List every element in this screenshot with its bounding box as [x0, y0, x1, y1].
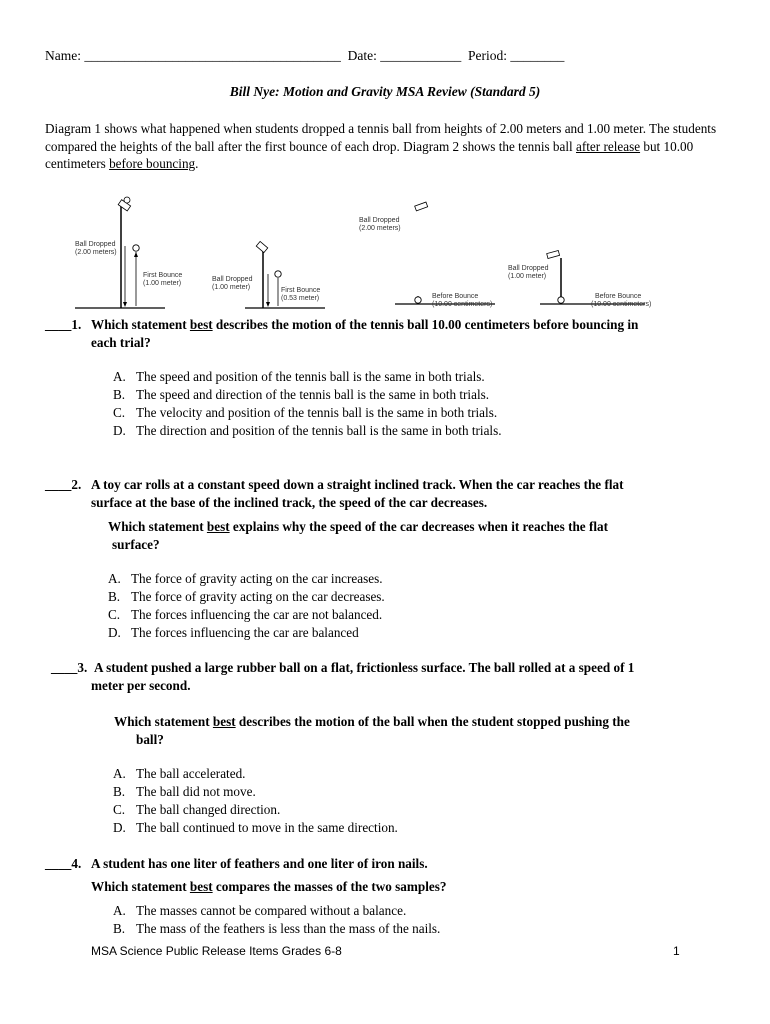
svg-text:Before Bounce: Before Bounce — [432, 293, 479, 300]
diagram1-trial-1m — [212, 241, 325, 308]
answer-blank: ____2. — [45, 477, 82, 492]
question-3-prompt: Which statement best describes the motion of the ball when the student stopped pushing the ball? — [114, 714, 630, 747]
svg-text:(0.53 meter): (0.53 meter) — [281, 295, 320, 302]
question-stem: Which statement best describes the motion of the tennis ball 10.00 centimeters before bouncing in — [91, 317, 639, 332]
option-a: A. The masses cannot be compared without a balance. — [113, 903, 407, 918]
option-b: B. The speed and direction of the tennis ball is the same in both trials. — [113, 387, 490, 402]
diagram2-trial-2m — [359, 202, 495, 308]
option-a: A. The speed and position of the tennis ball is the same in both trials. — [113, 369, 485, 384]
svg-text:Ball Dropped: Ball Dropped — [359, 217, 400, 224]
option-b: B. The mass of the feathers is less than the mass of the nails. — [113, 921, 441, 936]
question-1 — [45, 316, 735, 356]
option-d: D. The ball continued to move in the same direction. — [113, 820, 398, 835]
svg-text:(1.00 meter): (1.00 meter) — [143, 280, 182, 287]
question-stem-cont: surface at the base of the inclined track, the speed of the car decreases. — [91, 495, 488, 510]
option-d: D. The forces influencing the car are balanced — [108, 625, 359, 640]
page-number: 1 — [673, 944, 680, 958]
svg-text:(10.00 centimeters): (10.00 centimeters) — [591, 301, 652, 308]
question-2-prompt: Which statement best explains why the speed of the car decreases when it reaches the flat surface? — [108, 519, 608, 552]
intro-paragraph: Diagram 1 shows what happened when students dropped a tennis ball from heights of 2.00 meters and 1.00 meter. The students compared the heights of the ball after the first bounce of each drop. Diagram 2 shows the tennis ball after release but 10.00 centimeters before bouncing. — [45, 121, 717, 171]
answer-blank: ____4. — [45, 856, 82, 871]
answer-blank: ____1. — [45, 317, 82, 332]
ball-icon — [133, 245, 139, 251]
question-3 — [51, 659, 741, 699]
question-4 — [45, 855, 735, 875]
question-4-options — [113, 902, 713, 938]
option-b: B. The force of gravity acting on the car decreases. — [108, 589, 385, 604]
question-2 — [45, 476, 735, 516]
question-stem: A toy car rolls at a constant speed down a straight inclined track. When the car reaches the flat — [91, 477, 624, 492]
svg-text:First Bounce: First Bounce — [143, 272, 183, 279]
option-c: C. The ball changed direction. — [113, 802, 281, 817]
svg-text:Ball Dropped: Ball Dropped — [212, 276, 253, 283]
question-1-options — [113, 368, 713, 440]
option-a: A. The force of gravity acting on the car increases. — [108, 571, 383, 586]
ball-icon — [275, 271, 281, 277]
svg-text:Before Bounce: Before Bounce — [595, 293, 642, 300]
diagram2-trial-1m — [508, 251, 651, 308]
svg-text:(2.00 meters): (2.00 meters) — [359, 225, 401, 232]
option-c: C. The velocity and position of the tennis ball is the same in both trials. — [113, 405, 498, 420]
student-info-line: Name: ______________________________________ Date: ____________ Period: ________ — [45, 48, 565, 63]
question-4-prompt: Which statement best compares the masses of the two samples? — [91, 879, 447, 894]
svg-text:(1.00 meter): (1.00 meter) — [212, 284, 251, 291]
option-d: D. The direction and position of the tennis ball is the same in both trials. — [113, 423, 502, 438]
ball-drop-diagram — [45, 188, 725, 314]
ball-icon — [558, 297, 564, 303]
question-stem: A student has one liter of feathers and one liter of iron nails. — [91, 856, 428, 871]
ball-icon — [415, 297, 421, 303]
question-stem: A student pushed a large rubber ball on a flat, frictionless surface. The ball rolled at a speed of 1 — [94, 660, 635, 675]
svg-text:Ball Dropped: Ball Dropped — [508, 265, 549, 272]
svg-text:(10.00 centimeters): (10.00 centimeters) — [432, 301, 493, 308]
question-stem-cont: each trial? — [91, 335, 151, 350]
svg-text:Ball Dropped: Ball Dropped — [75, 241, 116, 248]
question-3-options — [113, 765, 713, 837]
svg-text:(1.00 meter): (1.00 meter) — [508, 273, 547, 280]
footer-text: MSA Science Public Release Items Grades 6-8 — [91, 944, 342, 958]
option-b: B. The ball did not move. — [113, 784, 256, 799]
question-stem-cont: meter per second. — [91, 678, 191, 693]
answer-blank: ____3. — [51, 660, 88, 675]
diagram1-trial-2m — [75, 197, 182, 308]
svg-text:(2.00 meters): (2.00 meters) — [75, 249, 117, 256]
svg-text:First Bounce: First Bounce — [281, 287, 321, 294]
option-a: A. The ball accelerated. — [113, 766, 246, 781]
question-2-options — [108, 570, 708, 642]
page-title: Bill Nye: Motion and Gravity MSA Review (Standard 5) — [229, 84, 541, 99]
option-c: C. The forces influencing the car are not balanced. — [108, 607, 383, 622]
